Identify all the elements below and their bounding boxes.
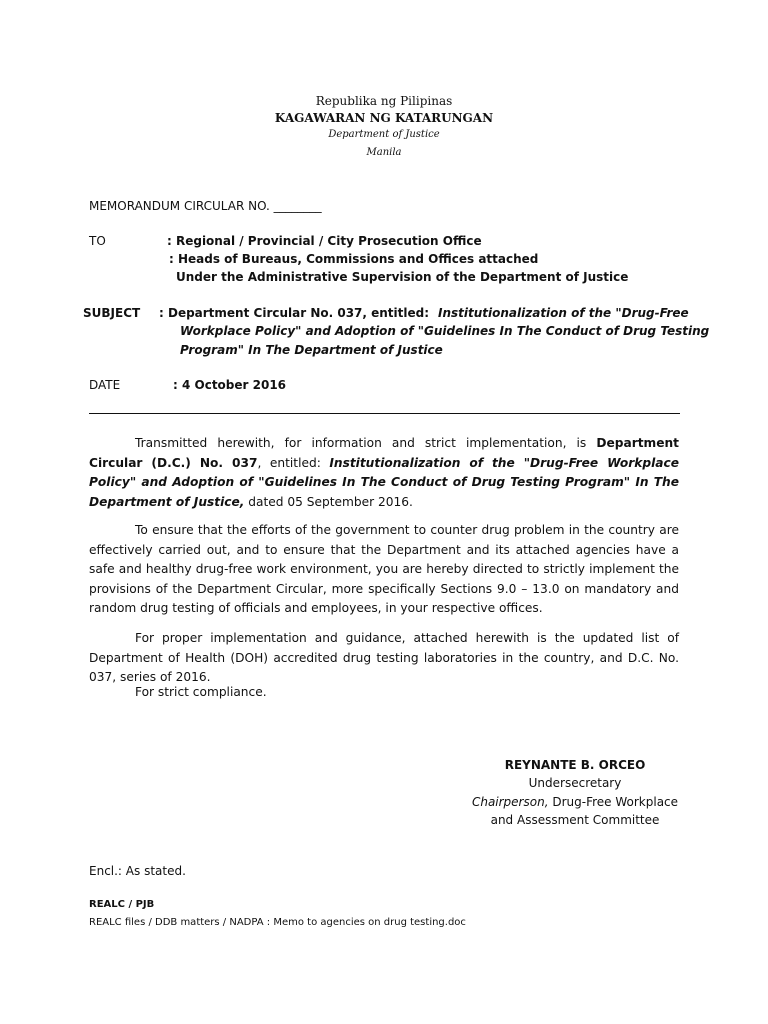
- subject-title-line-1: Institutionalization of the "Drug-Free: [438, 306, 689, 320]
- p1-circular-ref: Department Circular (D.C.) No. 037: [89, 436, 679, 470]
- header-department-tagalog: KAGAWARAN NG KATARUNGAN: [274, 111, 494, 125]
- body-paragraph-4: [89, 683, 679, 703]
- date-label: DATE: [89, 378, 121, 392]
- p1-entitled: , entitled:: [257, 455, 321, 470]
- body-paragraph-1: [89, 434, 679, 512]
- subject-prefix: : Department Circular No. 037, entitled:: [159, 306, 430, 320]
- signatory-committee: and Assessment Committee: [490, 813, 660, 827]
- p2-text: To ensure that the efforts of the government to counter drug problem in the country are effectively carried out, and to ensure that the Department and its attached agencies have a safe and healthy drug-free work environment, you are hereby directed to strictly implement the provisions of the Department Circular, more specifically Sections 9.0 – 13.0 on mandatory and random drug testing of officials and employees, in your respective offices.: [89, 523, 679, 615]
- signatory-name: REYNANTE B. ORCEO: [504, 758, 646, 772]
- p1-intro: Transmitted herewith, for information and strict implementation, is: [135, 436, 587, 450]
- header-divider: [89, 413, 680, 414]
- p3-text: For proper implementation and guidance, attached herewith is the updated list of Department of Health (DOH) accredited drug testing laboratories in the country, and D.C. No. 037, series of 2016.: [89, 631, 679, 684]
- header-republic: Republika ng Pilipinas: [315, 94, 453, 108]
- header-city: Manila: [366, 147, 402, 158]
- signatory-role-rest: Drug-Free Workplace: [552, 795, 679, 809]
- to-line-3: Under the Administrative Supervision of the Department of Justice: [176, 270, 629, 284]
- body-paragraph-3: [89, 629, 679, 688]
- file-path: REALC files / DDB matters / NADPA : Memo to agencies on drug testing.doc: [89, 917, 466, 928]
- to-line-2: : Heads of Bureaus, Commissions and Offices attached: [169, 252, 539, 266]
- p1-dated: dated 05 September 2016.: [248, 494, 413, 509]
- signatory-role-italic: Chairperson,: [471, 795, 549, 809]
- subject-label: SUBJECT: [83, 306, 141, 320]
- header-department-english: Department of Justice: [328, 129, 440, 140]
- subject-title-line-3: Program" In The Department of Justice: [180, 343, 443, 357]
- enclosure-note: Encl.: As stated.: [89, 864, 186, 878]
- date-value: : 4 October 2016: [173, 378, 287, 392]
- signatory-position: Undersecretary: [528, 776, 622, 790]
- memo-circular-title: MEMORANDUM CIRCULAR NO. ________: [89, 199, 322, 213]
- p4-text: For strict compliance.: [135, 685, 267, 699]
- body-paragraph-2: [89, 521, 679, 619]
- to-line-1: : Regional / Provincial / City Prosecution Office: [167, 234, 482, 248]
- signatory-role: [470, 793, 680, 811]
- reference-initials: REALC / PJB: [89, 899, 155, 910]
- p1-circular-title: Institutionalization of the "Drug-Free Workplace Policy" and Adoption of "Guidelines In The Conduct of Drug Testing Program" In The Department of Justice,: [89, 455, 679, 509]
- subject-title-line-2: Workplace Policy" and Adoption of "Guidelines In The Conduct of Drug Testing: [180, 324, 710, 338]
- to-label: TO: [89, 234, 106, 248]
